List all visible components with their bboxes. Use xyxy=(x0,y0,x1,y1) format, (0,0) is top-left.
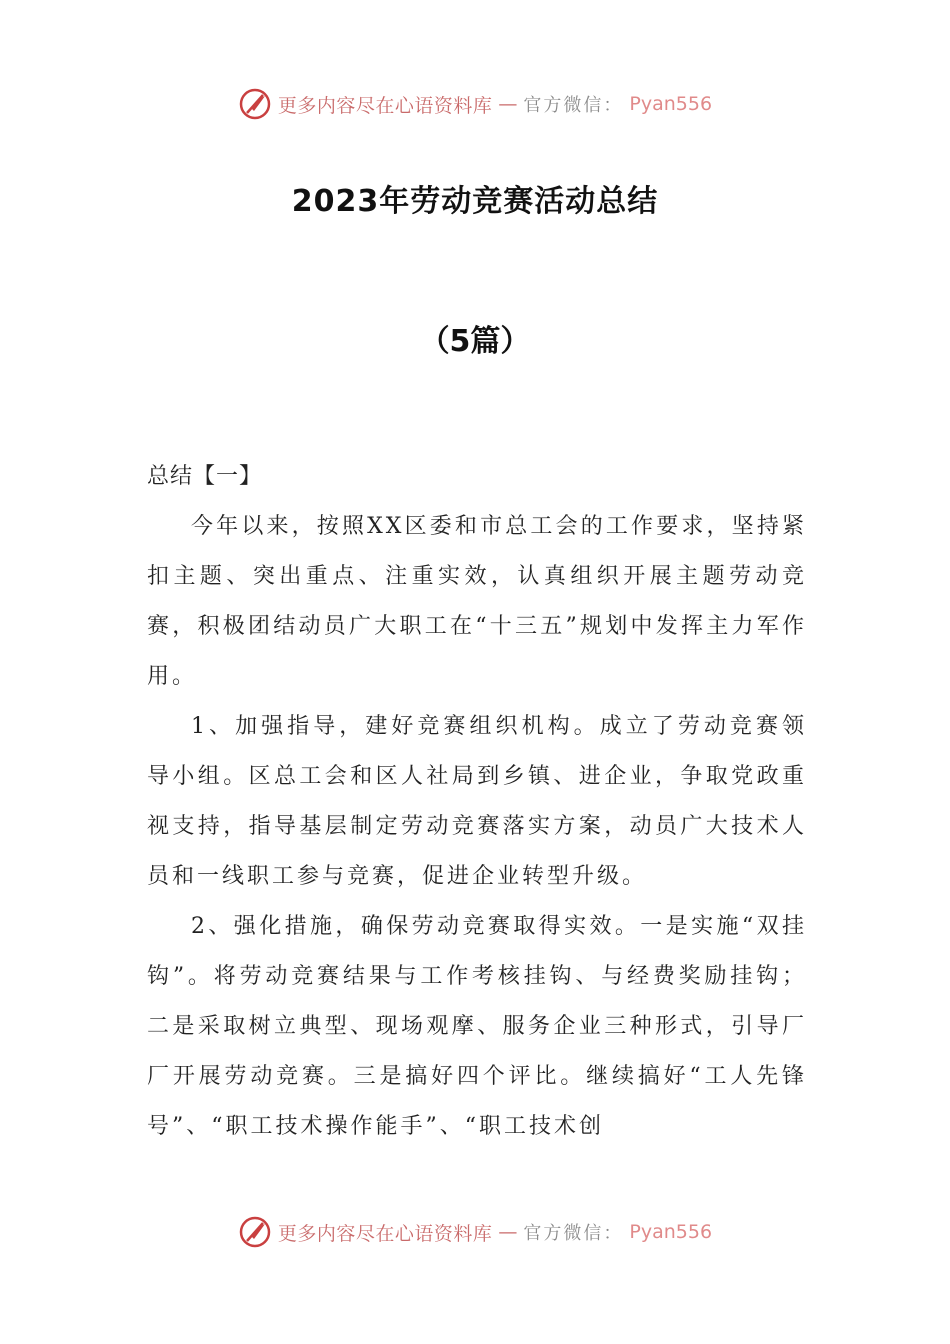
document-title: 2023年劳动竞赛活动总结 xyxy=(291,184,659,219)
paragraph-intro: 今年以来，按照XX区委和市总工会的工作要求，坚持紧扣主题、突出重点、注重实效，认真组织开展主题劳动竞赛，积极团结动员广大职工在“十三五”规划中发挥主力军作用。 xyxy=(147,514,807,689)
watermark-wechat-id: Pyan556 xyxy=(629,1221,713,1243)
document-body xyxy=(147,452,807,1152)
watermark-separator: — xyxy=(498,93,518,115)
paragraph-guidance: 1、加强指导，建好竞赛组织机构。成立了劳动竞赛领导小组。区总工会和区人社局到乡镇、进企业，争取党政重视支持，指导基层制定劳动竞赛落实方案，动员广大技术人员和一线职工参与竞赛，促进企业转型升级。 xyxy=(147,714,807,889)
watermark-text: 更多内容尽在心语资料库 xyxy=(277,94,493,117)
section-label: 总结【一】 xyxy=(147,464,263,489)
document-subtitle: （5篇） xyxy=(419,324,531,359)
watermark-wechat-id: Pyan556 xyxy=(629,93,713,115)
watermark-official-label: 官方微信： xyxy=(523,1223,624,1244)
header-watermark xyxy=(0,84,950,124)
paragraph-measures: 2、强化措施，确保劳动竞赛取得实效。一是实施“双挂钩”。将劳动竞赛结果与工作考核挂钩、与经费奖励挂钩；二是采取树立典型、现场观摩、服务企业三种形式，引导厂厂开展劳动竞赛。三是搞好四个评比。继续搞好“工人先锋号”、“职工技术操作能手”、“职工技术创 xyxy=(147,914,807,1139)
quill-logo-icon xyxy=(238,87,272,121)
footer-watermark xyxy=(0,1212,950,1252)
watermark-official-label: 官方微信： xyxy=(523,95,624,116)
watermark-text: 更多内容尽在心语资料库 xyxy=(277,1222,493,1245)
watermark-separator: — xyxy=(498,1221,518,1243)
quill-logo-icon xyxy=(238,1215,272,1249)
